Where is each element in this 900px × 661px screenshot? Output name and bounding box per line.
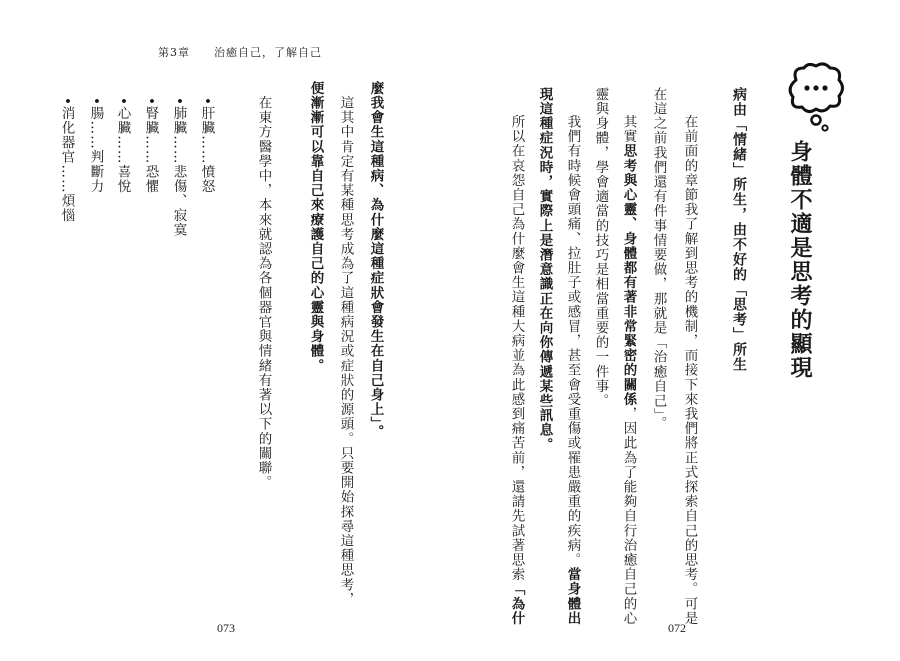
- organ-list-item: •肝臟……憤怒: [198, 97, 215, 194]
- body-column-1: [368, 81, 382, 439]
- body-column-1: [682, 100, 696, 626]
- body-column-3: [308, 81, 322, 373]
- page-number-left: 073: [217, 621, 235, 635]
- section-title: 身體不適是思考的顯現: [787, 140, 812, 380]
- text-segment: 所以在哀怨自己為什麼會生這種大病並為此感到痛苦前，還請先試著思索: [508, 100, 525, 582]
- thought-cloud-icon: [784, 62, 846, 132]
- text-segment: 靈與身體，學會適當的技巧是相當重要的一件事。: [592, 87, 609, 409]
- section-subtitle: 病由「情緒」所生，由不好的「思考」所生: [731, 87, 747, 372]
- organ-list-item: •腸……判斷力: [87, 97, 104, 194]
- body-column-7: [509, 100, 523, 626]
- body-column-4: [593, 87, 607, 408]
- body-column-2: [338, 81, 352, 607]
- organ-list-item: •腎臟……恐懼: [142, 97, 159, 194]
- body-column-5: [565, 100, 579, 626]
- running-header: 第3章 治癒自己，了解自己: [158, 46, 322, 59]
- body-column-3: [621, 100, 635, 626]
- body-column-4: [256, 81, 270, 490]
- organ-list-item: •消化器官……煩惱: [58, 97, 75, 223]
- text-segment: 這其中肯定有某種思考成為了這種病況或症狀的源頭。只要開始探尋這種思考，: [337, 81, 354, 607]
- text-segment: 其實: [620, 100, 637, 144]
- bold-text-segment: 現這種症況時，實際上是潛意識正在向你傳遞某些訊息。: [536, 87, 553, 452]
- body-column-6: [537, 87, 551, 452]
- bold-text-segment: 「為什: [508, 581, 525, 626]
- text-segment: 在東方醫學中，本來就認為各個器官與情緒有著以下的關聯。: [255, 81, 272, 490]
- page-number-right: 072: [668, 621, 686, 635]
- text-segment: ，因此為了能夠自行治癒自己的心: [620, 406, 637, 626]
- organ-list-item: •肺臟……悲傷、寂寞: [170, 97, 187, 238]
- organ-list-item: •心臟……喜悅: [114, 97, 131, 194]
- text-segment: 我們有時候會頭痛、拉肚子或感冒，甚至會受重傷或罹患嚴重的疾病。: [564, 100, 581, 568]
- bold-text-segment: 便漸漸可以靠自己來療護自己的心靈與身體。: [307, 81, 324, 373]
- text-segment: 在這之前我們還有件事情要做，那就是「治癒自己」。: [650, 87, 667, 431]
- bold-text-segment: 思考與心靈、身體都有著非常緊密的關係: [620, 143, 637, 407]
- bold-text-segment: 麼我會生這種病、為什麼這種症狀會發生在自己身上」。: [367, 81, 384, 440]
- bold-text-segment: 當身體出: [564, 567, 581, 626]
- text-segment: 在前面的章節我了解到思考的機制，而接下來我們將正式探索自己的思考。可是: [681, 100, 698, 626]
- body-column-2: [651, 87, 665, 431]
